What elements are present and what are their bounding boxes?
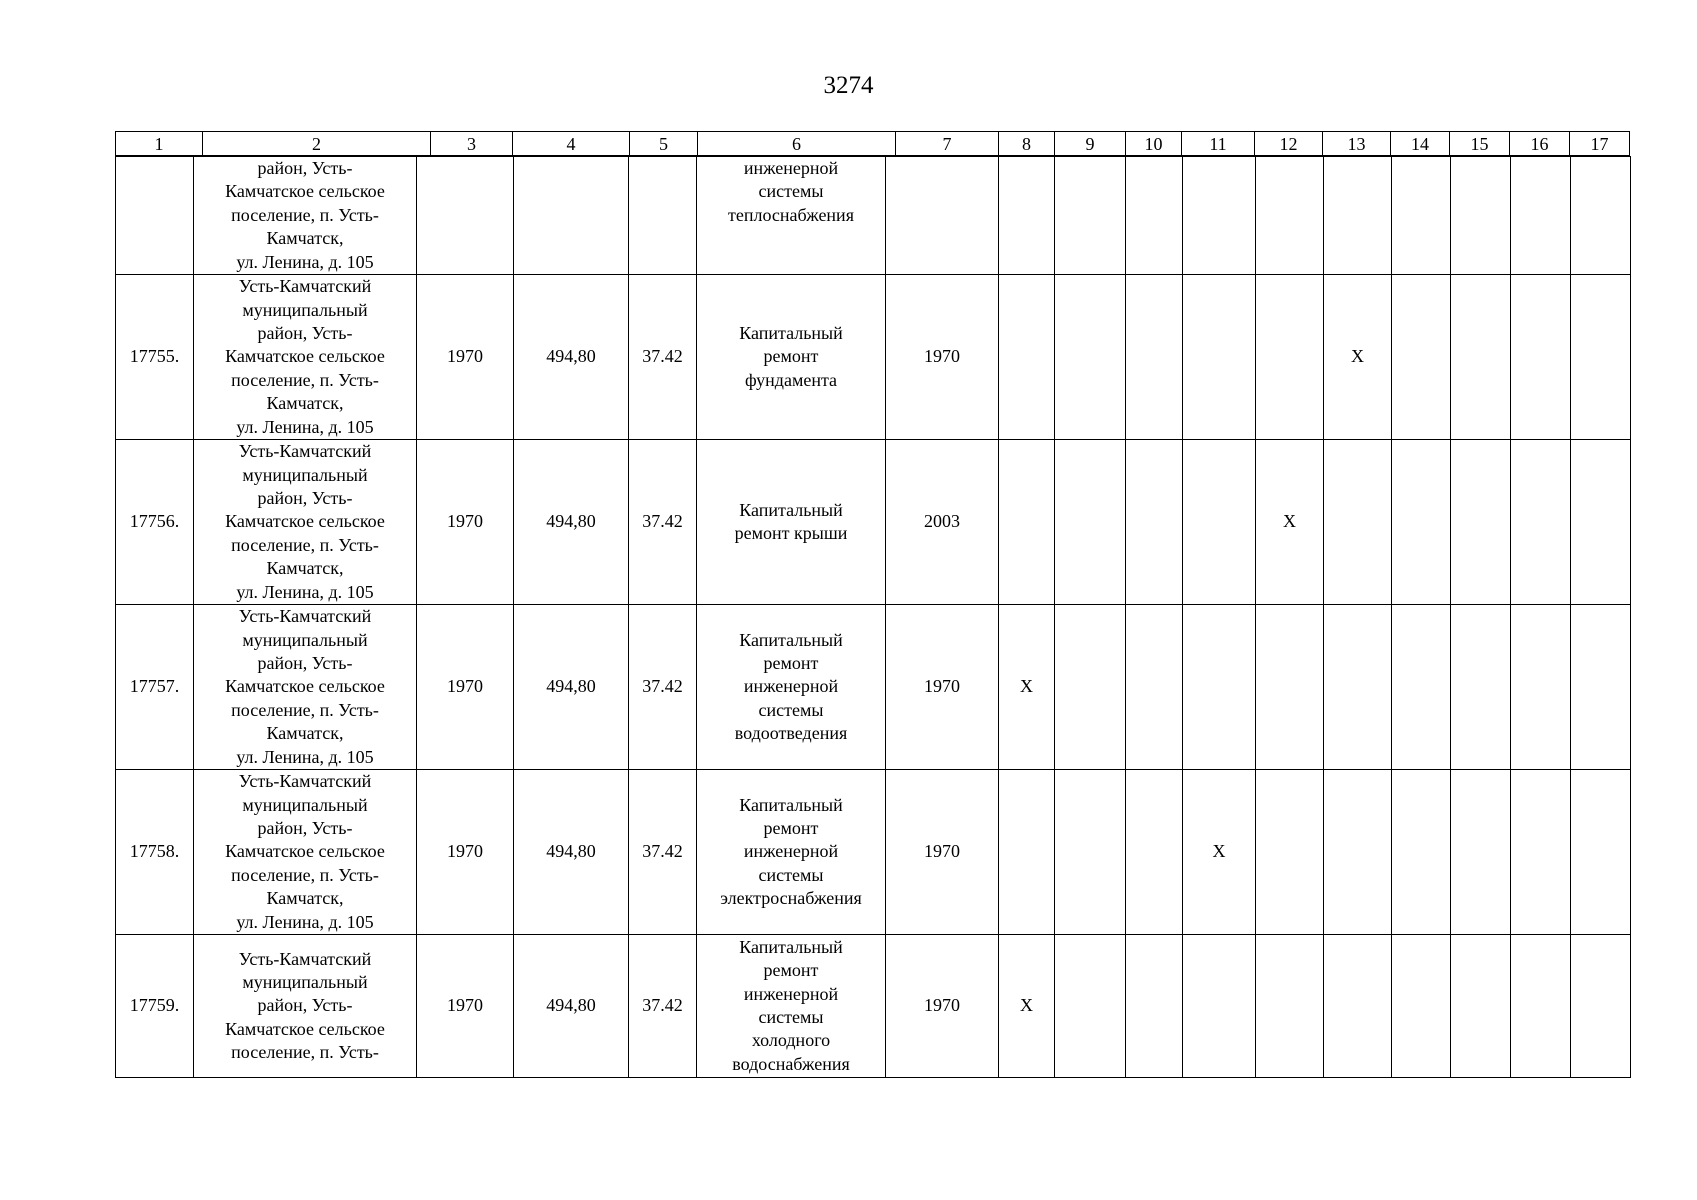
address-cell: район, Усть- Камчатское сельское поселение, п. Усть- Камчатск, ул. Ленина, д. 105 [194, 157, 417, 275]
mark-cell [1055, 275, 1126, 440]
mark-cell [1183, 605, 1256, 770]
work-type-cell: Капитальный ремонт инженерной системы водоотведения [697, 605, 886, 770]
mark-cell [1183, 275, 1256, 440]
mark-cell [1055, 770, 1126, 935]
mark-cell [1126, 605, 1183, 770]
mark-cell [1392, 440, 1451, 605]
header-cell: 12 [1255, 132, 1323, 156]
mark-cell [1571, 275, 1631, 440]
mark-cell [1571, 157, 1631, 275]
mark-cell [1571, 770, 1631, 935]
mark-cell [1451, 157, 1511, 275]
mark-cell [1256, 770, 1324, 935]
row-number-cell: 17757. [116, 605, 194, 770]
header-cell: 17 [1570, 132, 1630, 156]
column-number-header [115, 131, 1630, 156]
row-number-cell: 17759. [116, 935, 194, 1078]
repair-year-cell: 1970 [886, 770, 999, 935]
build-year-cell [417, 157, 514, 275]
address-cell: Усть-Камчатский муниципальный район, Усть- Камчатское сельское поселение, п. Усть- Камчатск, ул. Ленина, д. 105 [194, 275, 417, 440]
mark-cell [1126, 275, 1183, 440]
mark-cell [1451, 605, 1511, 770]
row-number-cell: 17755. [116, 275, 194, 440]
mark-cell [1451, 440, 1511, 605]
address-cell: Усть-Камчатский муниципальный район, Усть- Камчатское сельское поселение, п. Усть- Камчатск, ул. Ленина, д. 105 [194, 440, 417, 605]
mark-cell [1392, 157, 1451, 275]
mark-cell [1055, 935, 1126, 1078]
wear-cell: 37.42 [629, 605, 697, 770]
work-type-cell: Капитальный ремонт инженерной системы электроснабжения [697, 770, 886, 935]
build-year-cell: 1970 [417, 935, 514, 1078]
mark-cell [1451, 935, 1511, 1078]
mark-cell [999, 157, 1055, 275]
build-year-cell: 1970 [417, 275, 514, 440]
mark-cell [1183, 157, 1256, 275]
area-cell: 494,80 [514, 275, 629, 440]
table-row-continuation [116, 157, 1631, 275]
repair-schedule-table [115, 156, 1631, 1078]
area-cell: 494,80 [514, 770, 629, 935]
mark-cell [1055, 157, 1126, 275]
work-type-cell: Капитальный ремонт фундамента [697, 275, 886, 440]
mark-cell [1392, 605, 1451, 770]
header-cell: 6 [698, 132, 896, 156]
build-year-cell: 1970 [417, 440, 514, 605]
repair-year-cell: 2003 [886, 440, 999, 605]
area-cell: 494,80 [514, 440, 629, 605]
header-cell: 13 [1323, 132, 1391, 156]
header-cell: 1 [116, 132, 203, 156]
mark-cell: X [1183, 770, 1256, 935]
header-cell: 15 [1450, 132, 1510, 156]
row-number-cell: 17758. [116, 770, 194, 935]
header-cell: 10 [1126, 132, 1182, 156]
table-row [116, 605, 1631, 770]
mark-cell [1511, 440, 1571, 605]
address-cell: Усть-Камчатский муниципальный район, Усть- Камчатское сельское поселение, п. Усть- Камчатск, ул. Ленина, д. 105 [194, 770, 417, 935]
header-cell: 2 [203, 132, 431, 156]
mark-cell [1256, 935, 1324, 1078]
page-number: 3274 [823, 72, 874, 99]
work-type-cell: Капитальный ремонт инженерной системы холодного водоснабжения [697, 935, 886, 1078]
mark-cell [999, 440, 1055, 605]
mark-cell [1126, 440, 1183, 605]
wear-cell: 37.42 [629, 935, 697, 1078]
area-cell [514, 157, 629, 275]
mark-cell [999, 770, 1055, 935]
row-number-cell: 17756. [116, 440, 194, 605]
mark-cell [1324, 605, 1392, 770]
wear-cell: 37.42 [629, 440, 697, 605]
mark-cell [1126, 770, 1183, 935]
mark-cell [1183, 440, 1256, 605]
wear-cell [629, 157, 697, 275]
mark-cell [1451, 770, 1511, 935]
mark-cell [1126, 935, 1183, 1078]
mark-cell [999, 275, 1055, 440]
table-row [116, 770, 1631, 935]
header-cell: 14 [1391, 132, 1450, 156]
mark-cell: X [1324, 275, 1392, 440]
work-type-cell: инженерной системы теплоснабжения [697, 157, 886, 275]
repair-year-cell: 1970 [886, 275, 999, 440]
mark-cell [1571, 440, 1631, 605]
mark-cell [1511, 770, 1571, 935]
row-number-cell [116, 157, 194, 275]
wear-cell: 37.42 [629, 275, 697, 440]
header-cell: 5 [630, 132, 698, 156]
mark-cell [1451, 275, 1511, 440]
area-cell: 494,80 [514, 935, 629, 1078]
header-cell: 16 [1510, 132, 1570, 156]
mark-cell: X [1256, 440, 1324, 605]
mark-cell [1324, 157, 1392, 275]
header-row [116, 132, 1630, 156]
mark-cell [1256, 605, 1324, 770]
mark-cell [1511, 935, 1571, 1078]
mark-cell [1392, 935, 1451, 1078]
header-cell: 4 [513, 132, 630, 156]
repair-year-cell: 1970 [886, 935, 999, 1078]
mark-cell [1511, 157, 1571, 275]
mark-cell [1256, 275, 1324, 440]
table-row [116, 935, 1631, 1078]
build-year-cell: 1970 [417, 770, 514, 935]
header-cell: 11 [1182, 132, 1255, 156]
mark-cell: X [999, 935, 1055, 1078]
mark-cell [1183, 935, 1256, 1078]
mark-cell [1256, 157, 1324, 275]
repair-year-cell [886, 157, 999, 275]
repair-year-cell: 1970 [886, 605, 999, 770]
mark-cell [1392, 275, 1451, 440]
mark-cell [1571, 935, 1631, 1078]
mark-cell [1324, 440, 1392, 605]
table-row [116, 275, 1631, 440]
mark-cell [1571, 605, 1631, 770]
mark-cell [1055, 440, 1126, 605]
wear-cell: 37.42 [629, 770, 697, 935]
mark-cell [1511, 275, 1571, 440]
header-cell: 3 [431, 132, 513, 156]
work-type-cell: Капитальный ремонт крыши [697, 440, 886, 605]
header-cell: 9 [1055, 132, 1126, 156]
mark-cell [1324, 935, 1392, 1078]
mark-cell: X [999, 605, 1055, 770]
header-cell: 7 [896, 132, 999, 156]
address-cell: Усть-Камчатский муниципальный район, Усть- Камчатское сельское поселение, п. Усть- [194, 935, 417, 1078]
mark-cell [1126, 157, 1183, 275]
mark-cell [1511, 605, 1571, 770]
area-cell: 494,80 [514, 605, 629, 770]
mark-cell [1392, 770, 1451, 935]
mark-cell [1055, 605, 1126, 770]
table-row [116, 440, 1631, 605]
address-cell: Усть-Камчатский муниципальный район, Усть- Камчатское сельское поселение, п. Усть- Камчатск, ул. Ленина, д. 105 [194, 605, 417, 770]
build-year-cell: 1970 [417, 605, 514, 770]
header-cell: 8 [999, 132, 1055, 156]
mark-cell [1324, 770, 1392, 935]
